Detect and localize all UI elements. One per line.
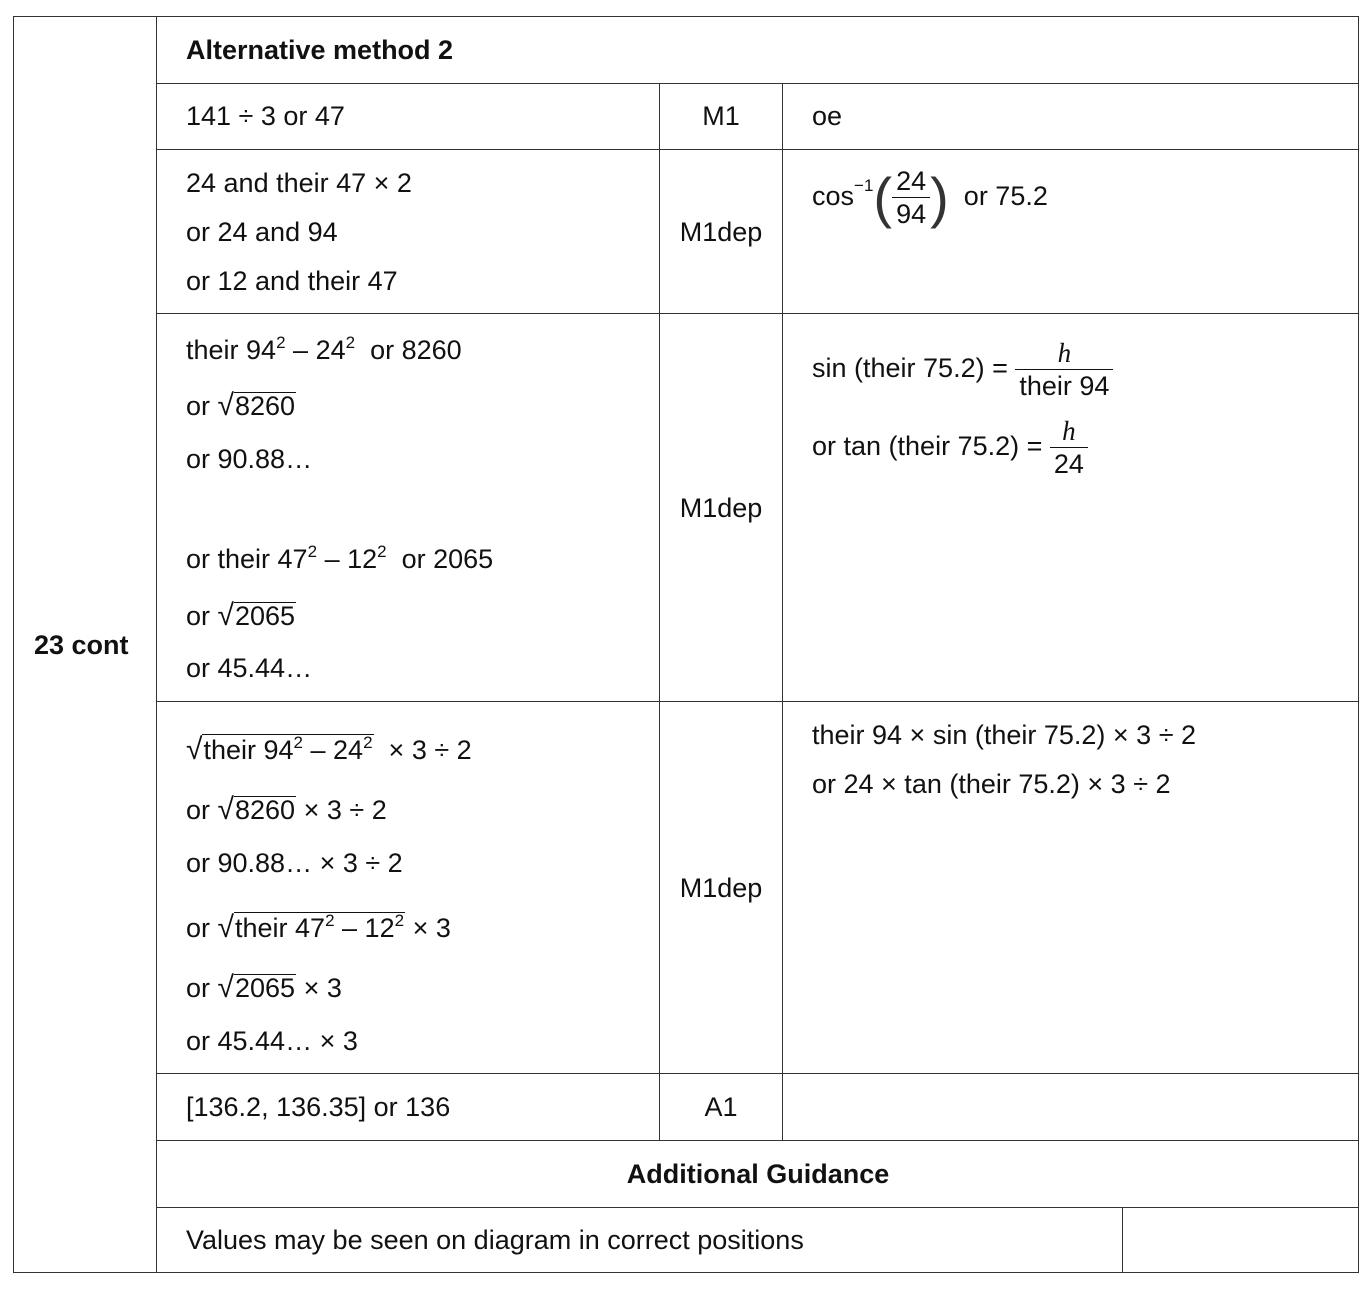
working-line: or 45.44… × 3 bbox=[186, 1026, 358, 1056]
question-label: 23 cont bbox=[34, 630, 129, 660]
working-line: 141 ÷ 3 or 47 bbox=[186, 101, 345, 131]
working-line: [136.2, 136.35] or 136 bbox=[186, 1092, 451, 1122]
sqrt-expression: √8260 bbox=[217, 389, 296, 422]
working-line: or 24 and 94 bbox=[186, 217, 338, 247]
working-line: their $94^2 - 24^2$ or 8260 bbox=[186, 333, 462, 365]
comment-suffix: or 75.2 bbox=[963, 181, 1048, 211]
working-line: or √8260 bbox=[186, 389, 296, 422]
cos-label: cos bbox=[812, 181, 855, 211]
comment-sine-equation: sin (their 75.2) = $\frac{h}{\text{their 94}}$ bbox=[812, 336, 1113, 406]
table-border-mark-right bbox=[782, 83, 783, 1141]
fraction-denominator: 24 bbox=[1050, 447, 1088, 480]
row-divider bbox=[156, 313, 1359, 314]
fraction bbox=[1015, 337, 1113, 402]
table-border-guidance-split bbox=[1122, 1207, 1123, 1273]
working-line: or 12 and their 47 bbox=[186, 266, 398, 296]
row-divider bbox=[156, 83, 1359, 84]
comment-line: or 24 × tan (their 75.2) × 3 ÷ 2 bbox=[812, 769, 1171, 799]
row-divider bbox=[156, 1207, 1359, 1208]
fraction-numerator: 24 bbox=[896, 166, 927, 197]
working-line: or their $47^2 - 12^2$ or 2065 bbox=[186, 542, 494, 574]
fraction bbox=[1050, 415, 1088, 480]
sqrt-expression: √their $47^2 - 12^2$ bbox=[217, 911, 405, 944]
guidance-title: Additional Guidance bbox=[626, 1159, 890, 1189]
working-line: or 45.44… bbox=[186, 653, 313, 683]
mark-code: A1 bbox=[704, 1092, 738, 1122]
comment-line: their 94 × sin (their 75.2) × 3 ÷ 2 bbox=[812, 720, 1197, 750]
fraction-denominator: their 94 bbox=[1015, 369, 1113, 402]
working-line: or 90.88… × 3 ÷ 2 bbox=[186, 848, 403, 878]
working-line: or √2065 × 3 bbox=[186, 971, 342, 1004]
comment-line: oe bbox=[812, 101, 843, 131]
sqrt-expression: √2065 bbox=[217, 599, 296, 632]
table-border-qcol bbox=[156, 16, 157, 1273]
method-title: Alternative method 2 bbox=[186, 35, 454, 65]
row-divider bbox=[156, 701, 1359, 702]
mark-code: M1 bbox=[702, 101, 740, 131]
comment-tangent-equation: or tan (their 75.2) = $\frac{h}{24}$ bbox=[812, 414, 1088, 484]
guidance-text: Values may be seen on diagram in correct positions bbox=[186, 1225, 804, 1255]
paren-left: ( bbox=[873, 165, 893, 229]
table-border-bottom bbox=[13, 1272, 1359, 1273]
paren-right: ) bbox=[930, 165, 949, 229]
sqrt-expression: √2065 bbox=[217, 971, 296, 1004]
fraction-numerator: h bbox=[1057, 338, 1072, 369]
mark-code: M1dep bbox=[679, 493, 763, 523]
sqrt-expression: √their $94^2 - 24^2$ bbox=[186, 733, 373, 766]
table-border-top bbox=[13, 16, 1359, 17]
fraction-numerator: h bbox=[1062, 416, 1076, 447]
comment-inverse-cosine bbox=[812, 156, 1048, 236]
working-line: or 90.88… bbox=[186, 444, 313, 474]
table-border-right bbox=[1358, 16, 1359, 1273]
working-line: 24 and their 47 × 2 bbox=[186, 168, 412, 198]
row-divider bbox=[156, 1140, 1359, 1141]
mark-code: M1dep bbox=[679, 873, 763, 903]
inverse-exponent: −1 bbox=[854, 176, 874, 195]
fraction bbox=[892, 165, 930, 230]
working-line: √their $94^2 - 24^2 \times 3 \div 2$ bbox=[186, 733, 472, 766]
fraction-denominator: 94 bbox=[892, 197, 930, 230]
working-line: or √8260 × 3 ÷ 2 bbox=[186, 793, 387, 826]
table-border-left bbox=[13, 16, 14, 1273]
mark-code: M1dep bbox=[679, 217, 763, 247]
row-divider bbox=[156, 1073, 1359, 1074]
sqrt-expression: √8260 bbox=[217, 793, 296, 826]
working-line: or √their $47^2 - 12^2 \times 3$ bbox=[186, 911, 451, 944]
row-divider bbox=[156, 149, 1359, 150]
working-line: or √2065 bbox=[186, 599, 296, 632]
